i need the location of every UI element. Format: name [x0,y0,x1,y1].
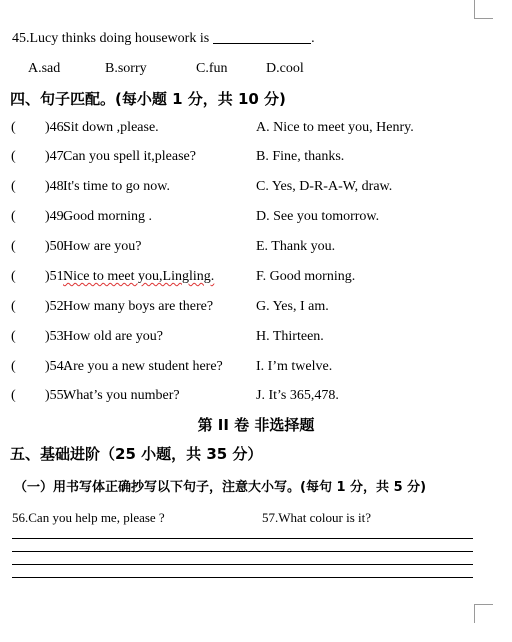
answer-option: G. Yes, I am. [256,299,329,314]
answer-option: B. Fine, thanks. [256,149,345,164]
paren-left: ( [11,269,16,284]
matching-row [0,239,512,259]
question-text: How are you? [63,239,142,254]
question-number: )55. [45,388,68,403]
paren-left: ( [11,179,16,194]
question-text: What’s you number? [63,388,180,403]
question-text: Can you spell it,please? [63,149,196,164]
question-text: How many boys are there? [63,299,214,314]
matching-row [0,149,512,169]
paren-left: ( [11,120,16,135]
paren-left: ( [11,359,16,374]
writing-line [12,551,473,552]
paren-left: ( [11,299,16,314]
answer-option: C. Yes, D-R-A-W, draw. [256,179,393,194]
matching-row [0,179,512,199]
question-number: )50. [45,239,68,254]
part-2-title: 第 II 卷 非选择题 [197,416,315,434]
question-text: Sit down ,please. [63,120,159,135]
paren-left: ( [11,388,16,403]
paren-left: ( [11,149,16,164]
question-text: How old are you? [63,329,163,344]
answer-option: J. It’s 365,478. [256,388,339,403]
writing-line [12,564,473,565]
writing-line [12,538,473,539]
matching-row [0,120,512,140]
option-a: A.sad [28,61,61,76]
section-5-heading: 五、基础进阶（25 小题，共 35 分） [10,445,263,463]
question-57: 57.What colour is it? [262,510,372,525]
question-number: )53. [45,329,68,344]
question-45-text: 45.Lucy thinks doing housework is [12,31,210,46]
option-d: D.cool [266,61,304,76]
question-45 [12,30,315,47]
question-56: 56.Can you help me, please ? [12,510,165,525]
answer-option: H. Thirteen. [256,329,324,344]
matching-row [0,359,512,379]
matching-row [0,209,512,229]
answer-option: D. See you tomorrow. [256,209,380,224]
question-text: Nice to meet you,Lingling. [63,269,215,284]
question-number: )47. [45,149,68,164]
writing-line [12,577,473,578]
matching-row [0,388,512,408]
question-number: )54. [45,359,68,374]
question-number: )46. [45,120,68,135]
option-b: B.sorry [105,61,147,76]
question-number: )51. [45,269,68,284]
answer-option: A. Nice to meet you, Henry. [256,120,414,135]
paren-left: ( [11,329,16,344]
matching-row [0,299,512,319]
answer-blank [213,30,311,44]
paren-left: ( [11,239,16,254]
question-text: It's time to go now. [63,179,170,194]
question-45-tail: . [311,31,315,46]
question-number: )48. [45,179,68,194]
paren-left: ( [11,209,16,224]
matching-row [0,269,512,289]
section-4-heading: 四、句子匹配。(每小题 1 分，共 10 分) [10,90,286,108]
question-text: Good morning . [63,209,153,224]
section-5-subheading: （一）用书写体正确抄写以下句子，注意大小写。(每句 1 分，共 5 分) [14,480,427,495]
answer-option: E. Thank you. [256,239,336,254]
option-c: C.fun [196,61,228,76]
question-number: )49. [45,209,68,224]
matching-row [0,329,512,349]
answer-option: F. Good morning. [256,269,356,284]
crop-mark-top-right [474,0,493,19]
answer-option: I. I’m twelve. [256,359,333,374]
question-number: )52. [45,299,68,314]
question-text: Are you a new student here? [63,359,223,374]
crop-mark-bottom-right [474,604,493,623]
